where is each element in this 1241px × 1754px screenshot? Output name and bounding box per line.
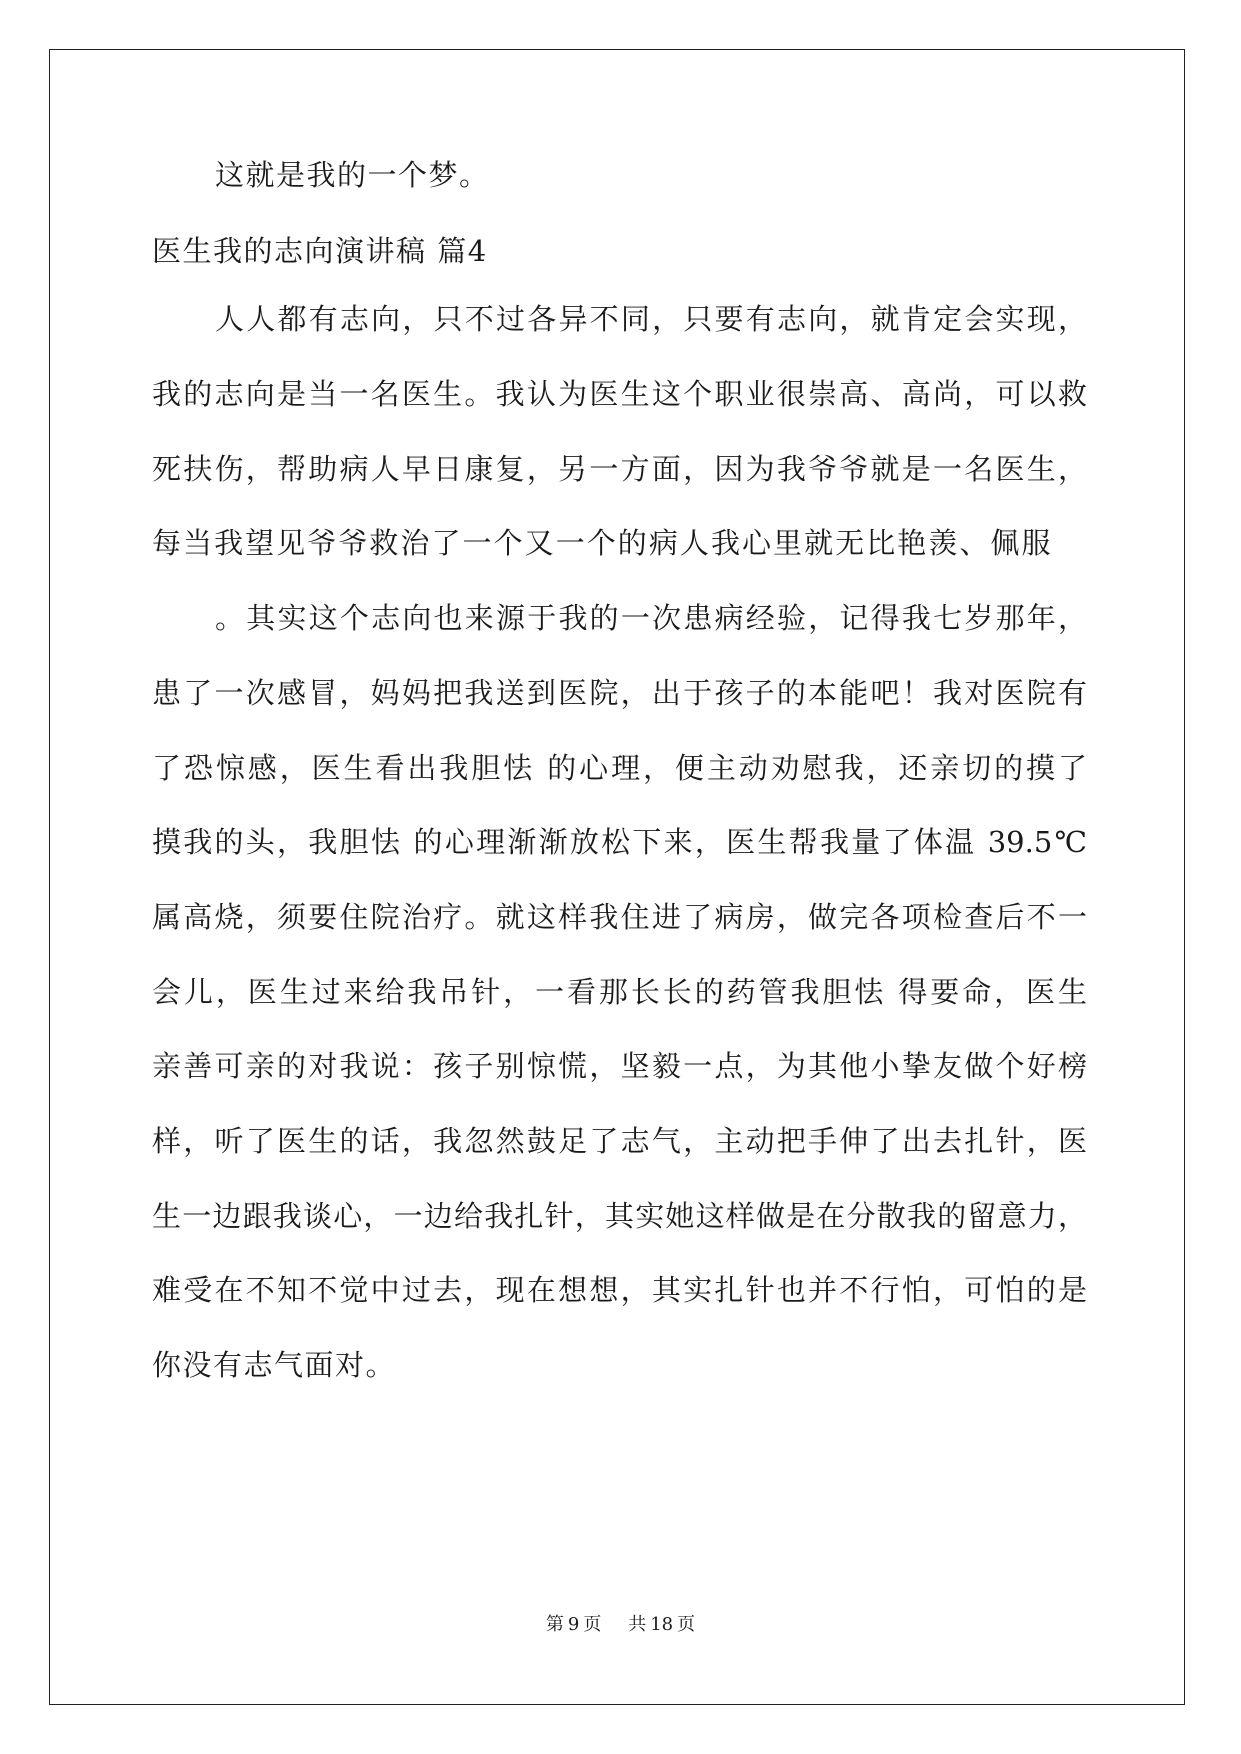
paragraph-line: 了恐惊感，医生看出我胆怯 的心理，便主动劝慰我，还亲切的摸了 — [152, 751, 1087, 785]
total-pages: 18 — [650, 1614, 674, 1635]
paragraph-line: 生一边跟我谈心，一边给我扎针，其实她这样做是在分散我的留意力， — [152, 1199, 1087, 1233]
page-number: 9 — [567, 1614, 580, 1635]
paragraph-line: 。其实这个志向也来源于我的一次患病经验，记得我七岁那年， — [215, 601, 1087, 635]
paragraph-line: 难受在不知不觉中过去，现在想想，其实扎针也并不行怕，可怕的是 — [152, 1273, 1087, 1307]
paragraph-line: 这就是我的一个梦。 — [215, 158, 490, 192]
paragraph-line: 我的志向是当一名医生。我认为医生这个职业很崇高、高尚，可以救 — [152, 377, 1087, 411]
paragraph-line: 摸我的头，我胆怯 的心理渐渐放松下来，医生帮我量了体温 39.5℃ — [152, 825, 1087, 859]
page-border — [49, 49, 1185, 1705]
paragraph-line: 患了一次感冒，妈妈把我送到医院，出于孩子的本能吧！我对医院有 — [152, 676, 1087, 710]
paragraph-line: 死扶伤，帮助病人早日康复，另一方面，因为我爷爷就是一名医生， — [152, 452, 1087, 486]
paragraph-line: 属高烧，须要住院治疗。就这样我住进了病房，做完各项检查后不一 — [152, 900, 1087, 934]
total-label-prefix: 共 — [628, 1614, 647, 1635]
paragraph-line: 样，听了医生的话，我忽然鼓足了志气，主动把手伸了出去扎针，医 — [152, 1124, 1087, 1158]
paragraph-line: 每当我望见爷爷救治了一个又一个的病人我心里就无比艳羡、佩服 — [152, 526, 1052, 560]
page-label-suffix: 页 — [583, 1614, 602, 1635]
paragraph-line: 你没有志气面对。 — [152, 1348, 397, 1382]
paragraph-line: 会儿，医生过来给我吊针，一看那长长的药管我胆怯 得要命，医生 — [152, 975, 1087, 1009]
paragraph-line: 人人都有志向，只不过各异不同，只要有志向，就肯定会实现， — [215, 302, 1087, 336]
page-label-prefix: 第 — [545, 1614, 564, 1635]
section-heading: 医生我的志向演讲稿 篇4 — [152, 234, 488, 268]
paragraph-line: 亲善可亲的对我说：孩子别惊慌，坚毅一点，为其他小挚友做个好榜 — [152, 1049, 1087, 1083]
total-label-suffix: 页 — [677, 1614, 696, 1635]
page-footer — [0, 1610, 1241, 1636]
